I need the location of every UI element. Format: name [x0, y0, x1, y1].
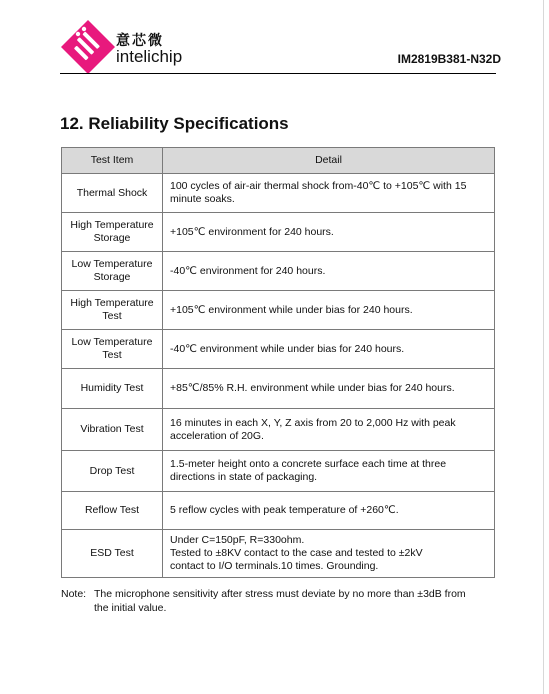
note-label: Note: [61, 588, 87, 600]
test-item-text: Storage [93, 271, 131, 283]
test-item-cell [62, 530, 163, 578]
table-row [62, 530, 495, 578]
test-item-cell [62, 174, 163, 213]
detail-cell [163, 291, 495, 330]
test-item-text: Thermal Shock [76, 186, 148, 199]
table-row [62, 451, 495, 492]
detail-text: 100 cycles of air-air thermal shock from-40℃ to +105℃ with 15 [170, 180, 467, 192]
detail-cell [163, 330, 495, 369]
test-item-cell [62, 330, 163, 369]
table-row [62, 252, 495, 291]
intelichip-logo [60, 19, 116, 75]
table-row [62, 174, 495, 213]
detail-cell [163, 213, 495, 252]
test-item-cell [62, 451, 163, 492]
test-item-text: Test [102, 310, 122, 322]
detail-cell [163, 492, 495, 530]
test-item-cell [62, 213, 163, 252]
detail-cell [163, 174, 495, 213]
column-header-test-item: Test Item [62, 148, 163, 174]
table-row [62, 492, 495, 530]
test-item-cell [62, 291, 163, 330]
detail-text: +85℃/85% R.H. environment while under bias for 240 hours. [170, 382, 455, 394]
test-item-cell [62, 409, 163, 451]
reliability-table [61, 147, 495, 578]
detail-text: minute soaks. [170, 193, 235, 205]
detail-text: 1.5-meter height onto a concrete surface each time at three [170, 458, 447, 470]
test-item-text: Drop Test [89, 464, 135, 477]
table-header-row [62, 148, 495, 174]
test-item-text: High Temperature [70, 219, 154, 231]
note-line: the initial value. [94, 602, 167, 614]
detail-text: +105℃ environment while under bias for 240 hours. [170, 303, 413, 316]
brand-name-chinese: 意芯微 [116, 32, 164, 48]
detail-text: +105℃ environment for 240 hours. [170, 225, 334, 238]
detail-text: Under C=150pF, R=330ohm. [170, 534, 305, 546]
test-item-cell [62, 492, 163, 530]
model-number: IM2819B381-N32D [397, 52, 501, 66]
test-item-text: ESD Test [90, 547, 134, 559]
test-item-text: High Temperature [70, 297, 154, 309]
footnote [61, 587, 497, 615]
detail-text: 16 minutes in each X, Y, Z axis from 20 to 2,000 Hz with peak [170, 416, 456, 429]
detail-cell [163, 451, 495, 492]
detail-text: -40℃ environment for 240 hours. [170, 264, 326, 277]
detail-text: directions in state of packaging. [170, 471, 318, 483]
section-title: 12. Reliability Specifications [60, 114, 289, 133]
detail-text: -40℃ environment while under bias for 240 hours. [170, 342, 405, 355]
note-line: The microphone sensitivity after stress must deviate by no more than ±3dB from [94, 588, 466, 600]
detail-cell [163, 252, 495, 291]
test-item-text: Low Temperature [71, 258, 153, 270]
test-item-text: Test [102, 349, 122, 361]
test-item-cell [62, 369, 163, 409]
detail-text: Tested to ±8KV contact to the case and tested to ±2kV [170, 547, 423, 559]
test-item-text: Storage [93, 232, 131, 244]
detail-text: acceleration of 20G. [170, 429, 264, 442]
table-row [62, 291, 495, 330]
page-edge [543, 0, 544, 694]
detail-text: contact to I/O terminals.10 times. Grounding. [170, 560, 379, 572]
detail-text: 5 reflow cycles with peak temperature of +260℃. [170, 504, 399, 516]
table-row [62, 409, 495, 451]
test-item-cell [62, 252, 163, 291]
test-item-text: Reflow Test [84, 504, 140, 516]
column-header-detail: Detail [163, 148, 495, 174]
table-row [62, 213, 495, 252]
test-item-text: Humidity Test [80, 382, 144, 394]
test-item-text: Vibration Test [80, 423, 144, 435]
test-item-text: Low Temperature [71, 336, 153, 348]
detail-cell [163, 530, 495, 578]
table-row [62, 369, 495, 409]
table-row [62, 330, 495, 369]
header-divider [60, 73, 496, 74]
detail-cell [163, 369, 495, 409]
brand-name: intelichip [116, 47, 183, 66]
detail-cell [163, 409, 495, 451]
